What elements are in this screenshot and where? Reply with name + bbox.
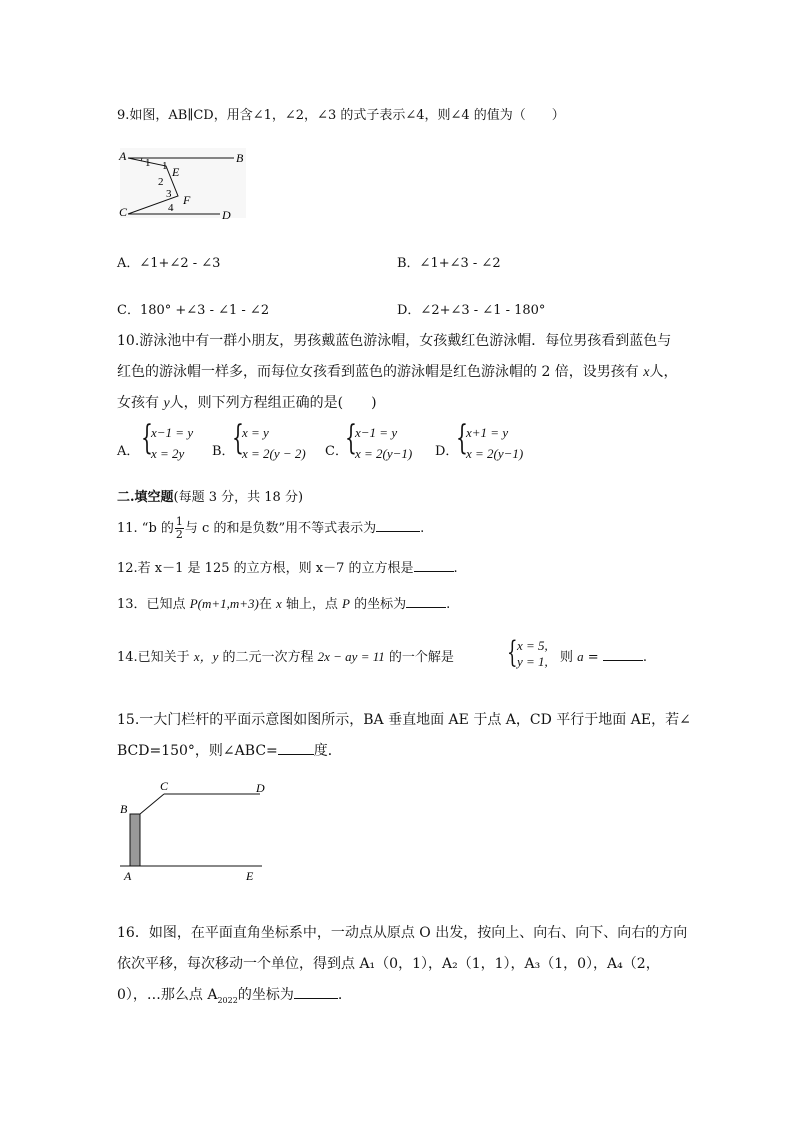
q16-line2: 依次平移，每次移动一个单位，得到点 A₁（0，1），A₂（1，1），A₃（1，0），A₄（2， xyxy=(117,956,660,972)
q14-text-mid: 的二元一次方程 xyxy=(218,650,318,665)
q14-equals: = xyxy=(583,650,603,665)
angle-label-4: 4 xyxy=(168,202,174,214)
q10-option-a-eq1: x−1 = y xyxy=(151,425,194,440)
label-a: A xyxy=(124,869,132,883)
q14 xyxy=(117,646,454,665)
bar-bc xyxy=(140,794,164,814)
q10-line3-text: 女孩有 xyxy=(117,395,164,411)
answer-blank[interactable] xyxy=(294,986,338,999)
q13-point-name: P xyxy=(342,596,350,611)
section-heading xyxy=(117,486,303,505)
q10-line1: 10.游泳池中有一群小朋友，男孩戴蓝色游泳帽，女孩戴红色游泳帽．每位男孩看到蓝色与 xyxy=(117,333,672,349)
q14-variables: x，y xyxy=(193,649,219,664)
q13 xyxy=(117,593,450,612)
q10-option-b-eq2: x = 2(y − 2) xyxy=(242,446,306,461)
fraction-one-half xyxy=(175,516,184,541)
label-c: C xyxy=(119,205,128,219)
q10-option-c-label: C． xyxy=(325,444,348,459)
q12-text: 12.若 x－1 是 125 的立方根，则 x－7 的立方根是 xyxy=(117,561,414,576)
q11 xyxy=(117,514,424,544)
q15-line2-text: BCD=150°，则∠ABC= xyxy=(117,743,278,759)
brace-icon: { xyxy=(141,418,153,458)
angle-label-1b: 1 xyxy=(162,160,168,172)
q12 xyxy=(117,557,458,576)
q13-text-mid: 在 xyxy=(258,597,276,612)
brace-icon: { xyxy=(456,418,468,458)
q14-sol-x: x = 5, xyxy=(517,638,548,653)
brace-icon: { xyxy=(232,418,244,458)
q10-option-d-eq1: x+1 = y xyxy=(466,425,509,440)
fraction-numerator: 1 xyxy=(175,515,183,528)
q16-line3 xyxy=(117,984,342,1005)
q10-option-b-label: B． xyxy=(212,444,235,459)
q15-line2 xyxy=(117,740,342,760)
q11-text-post: 与 c 的和是负数”用不等式表示为 xyxy=(184,521,377,536)
q9-option-c: C．180° +∠3 - ∠1 - ∠2 xyxy=(117,303,270,318)
q9-option-d: D．∠2+∠3 - ∠1 - 180° xyxy=(397,303,546,318)
q10-line2-text: 红色的游泳帽一样多，而每位女孩看到蓝色的游泳帽是红色游泳帽的 2 倍，设男孩有 xyxy=(117,364,644,380)
angle-label-2: 2 xyxy=(158,176,164,188)
answer-blank[interactable] xyxy=(414,559,454,572)
label-f: F xyxy=(183,193,191,207)
q14-text-post: 则 xyxy=(560,650,578,665)
q10-option-d-system xyxy=(456,418,546,465)
q10-line3-end: 人，则下列方程组正确的是( ) xyxy=(169,395,377,411)
q10-option-c-eq2: x = 2(y−1) xyxy=(355,446,413,461)
q14-solution-system xyxy=(507,635,563,672)
label-c: C xyxy=(160,779,169,793)
q16-line3-post: 的坐标为 xyxy=(237,987,294,1003)
angle-label-1a: 1 xyxy=(145,157,151,169)
q14-text-pre: 14.已知关于 xyxy=(117,650,194,665)
q10-option-a-eq2: x = 2y xyxy=(151,446,185,461)
q14-end: . xyxy=(642,650,647,665)
label-e: E xyxy=(172,165,180,179)
label-b: B xyxy=(236,151,244,165)
q9-figure xyxy=(116,146,252,222)
brace-icon: { xyxy=(345,418,357,458)
label-b: B xyxy=(120,802,128,816)
q10-option-b-system xyxy=(232,418,322,465)
answer-blank[interactable] xyxy=(278,742,314,755)
q10-var-x: x xyxy=(643,365,650,380)
gate-post xyxy=(130,814,140,866)
q10-option-d-label: D． xyxy=(435,444,459,459)
label-a: A xyxy=(119,149,127,163)
q14-equation: 2x − ay = 11 xyxy=(317,649,385,664)
q10-var-y: y xyxy=(163,396,170,411)
q13-axis: x xyxy=(276,596,282,611)
fraction-denominator: 2 xyxy=(175,528,183,541)
q9-option-b: B．∠1+∠3 - ∠2 xyxy=(397,256,501,271)
q11-end: . xyxy=(420,521,425,536)
q10-line2-end: 人， xyxy=(649,364,678,380)
q13-end: . xyxy=(446,597,451,612)
q9-option-a: A．∠1+∠2 - ∠3 xyxy=(117,256,221,271)
q11-text-pre: 11. “b 的 xyxy=(117,521,174,536)
answer-blank[interactable] xyxy=(406,595,446,608)
q14-var-a: a xyxy=(577,649,584,664)
q12-end: . xyxy=(453,561,458,576)
q10-option-a-label: A． xyxy=(117,444,140,459)
section-title: 二.填空题 xyxy=(117,490,174,505)
q10-line3 xyxy=(117,392,377,412)
q14-text-mid2: 的一个解是 xyxy=(384,650,454,665)
label-e: E xyxy=(246,869,254,883)
q10-option-b-eq1: x = y xyxy=(242,425,269,440)
answer-blank[interactable] xyxy=(603,648,643,661)
q14-sol-y: y = 1, xyxy=(517,654,548,669)
q15-line1: 15.一大门栏杆的平面示意图如图所示，BA 垂直地面 AE 于点 A，CD 平行于地面 AE，若∠ xyxy=(117,712,691,728)
q15-line2-end: 度． xyxy=(313,743,342,759)
q10-option-d-eq2: x = 2(y−1) xyxy=(466,446,524,461)
q16-subscript: 2022 xyxy=(217,995,238,1005)
section-note: (每题 3 分，共 18 分) xyxy=(173,490,304,505)
q10-option-a-system xyxy=(141,418,211,465)
q15-figure xyxy=(116,776,272,886)
q13-text-mid2: 轴上，点 xyxy=(281,597,343,612)
q16-end: . xyxy=(337,987,343,1003)
q13-text-pre: 13．已知点 xyxy=(117,597,190,612)
q10-option-c-eq1: x−1 = y xyxy=(355,425,398,440)
label-d: D xyxy=(256,781,265,795)
q16-line1: 16．如图，在平面直角坐标系中，一动点从原点 O 出发，按向上、向右、向下、向右的方向 xyxy=(117,925,688,941)
q13-text-post: 的坐标为 xyxy=(350,597,407,612)
q10-option-c-system xyxy=(345,418,435,465)
q14-tail xyxy=(560,646,647,665)
label-d: D xyxy=(222,208,231,222)
q16-line3-text: 0），…那么点 A xyxy=(117,987,218,1003)
angle-label-3: 3 xyxy=(166,188,172,200)
q13-point: P(m+1,m+3) xyxy=(189,596,259,611)
answer-blank[interactable] xyxy=(376,519,420,532)
q10-line2 xyxy=(117,361,677,381)
brace-icon: { xyxy=(507,635,518,670)
q9-stem: 9.如图，AB∥CD，用含∠1，∠2，∠3 的式子表示∠4，则∠4 的值为（ ） xyxy=(117,108,565,123)
